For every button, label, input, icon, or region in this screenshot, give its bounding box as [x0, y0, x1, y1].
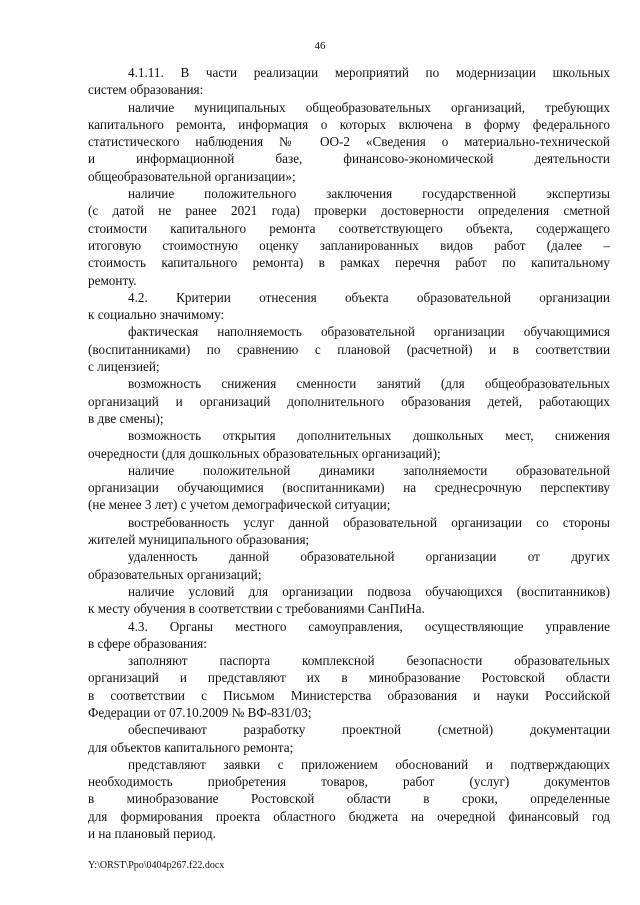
document-body: [88, 64, 610, 842]
text-line: систем образования:: [88, 82, 204, 98]
text-line: с лицензией;: [88, 359, 160, 375]
paragraph: [88, 99, 610, 185]
text-line: статистического наблюдения № ОО-2 «Сведения о материально-технической: [88, 134, 610, 150]
text-line: возможность снижения сменности занятий (для общеобразовательных: [128, 376, 610, 392]
paragraph: [88, 185, 610, 289]
text-line: общеобразовательной организации»;: [88, 168, 296, 184]
text-line: в две смены);: [88, 410, 164, 426]
paragraph: [88, 721, 610, 756]
text-line: в сфере образования:: [88, 635, 207, 651]
text-line: для объектов капитального ремонта;: [88, 739, 294, 755]
text-line: востребованность услуг данной образовательной организации со стороны: [128, 514, 610, 530]
text-line: заполняют паспорта комплексной безопасности образовательных: [128, 653, 610, 669]
text-line: обеспечивают разработку проектной (сметной) документации: [128, 722, 610, 738]
text-line: организаций и представляют их в минобразование Ростовской области: [88, 670, 610, 686]
text-line: фактическая наполняемость образовательной организации обучающимися: [128, 324, 610, 340]
text-line: стоимость капитального ремонта) в рамках перечня работ по капитальному: [88, 255, 610, 271]
text-line: наличие условий для организации подвоза обучающихся (воспитанников): [128, 583, 610, 599]
text-line: очередности (для дошкольных образовательных организаций);: [88, 445, 441, 461]
text-line: 4.3. Органы местного самоуправления, осуществляющие управление: [128, 618, 610, 634]
text-line: (с датой не ранее 2021 года) проверки достоверности определения сметной: [88, 203, 610, 219]
page-number: 46: [314, 40, 326, 52]
paragraph: [88, 64, 610, 99]
paragraph: [88, 375, 610, 427]
text-line: наличие муниципальных общеобразовательных организаций, требующих: [128, 99, 610, 115]
paragraph: [88, 427, 610, 462]
text-line: в минобразование Ростовской области в сроки, определенные: [88, 791, 610, 807]
text-line: итоговую стоимостную оценку запланированных видов работ (далее –: [88, 237, 610, 253]
text-line: стоимости капитального ремонта соответствующего объекта, содержащего: [88, 220, 610, 236]
text-line: ремонту.: [88, 272, 137, 288]
text-line: возможность открытия дополнительных дошкольных мест, снижения: [128, 428, 610, 444]
text-line: в соответствии с Письмом Министерства образования и науки Российской: [88, 687, 610, 703]
text-line: организации обучающимися (воспитанниками) на среднесрочную перспективу: [88, 480, 610, 496]
text-line: для формирования проекта областного бюджета на очередной финансовый год: [88, 808, 610, 824]
paragraph: [88, 514, 610, 549]
paragraph: [88, 652, 610, 721]
text-line: к социально значимому:: [88, 307, 225, 323]
text-line: удаленность данной образовательной организации от других: [128, 549, 610, 565]
paragraph: [88, 618, 610, 653]
text-line: капитального ремонта, информация о которых включена в форму федерального: [88, 116, 610, 132]
text-line: представляют заявки с приложением обоснований и подтверждающих: [128, 756, 610, 772]
text-line: и информационной базе, финансово-экономической деятельности: [88, 151, 610, 167]
text-line: организаций и организаций дополнительного образования детей, работающих: [88, 393, 610, 409]
text-line: (не менее 3 лет) с учетом демографической ситуации;: [88, 497, 391, 513]
paragraph: [88, 289, 610, 324]
paragraph: [88, 323, 610, 375]
paragraph: [88, 462, 610, 514]
text-line: наличие положительного заключения государственной экспертизы: [128, 186, 610, 202]
text-line: и на плановый период.: [88, 826, 216, 842]
text-line: Федерации от 07.10.2009 № ВФ-831/03;: [88, 704, 312, 720]
paragraph: [88, 756, 610, 842]
text-line: образовательных организаций;: [88, 566, 262, 582]
text-line: к месту обучения в соответствии с требованиями СанПиНа.: [88, 601, 425, 617]
text-line: 4.2. Критерии отнесения объекта образовательной организации: [128, 289, 610, 305]
text-line: (воспитанниками) по сравнению с плановой (расчетной) и в соответствии: [88, 341, 610, 357]
text-line: необходимость приобретения товаров, работ (услуг) документов: [88, 774, 610, 790]
text-line: наличие положительной динамики заполняемости образовательной: [128, 462, 610, 478]
paragraph: [88, 583, 610, 618]
file-path-footer: Y:\ORST\Ppo\0404p267.f22.docx: [88, 860, 225, 871]
text-line: жителей муниципального образования;: [88, 532, 310, 548]
paragraph: [88, 548, 610, 583]
text-line: 4.1.11. В части реализации мероприятий по модернизации школьных: [128, 65, 610, 80]
